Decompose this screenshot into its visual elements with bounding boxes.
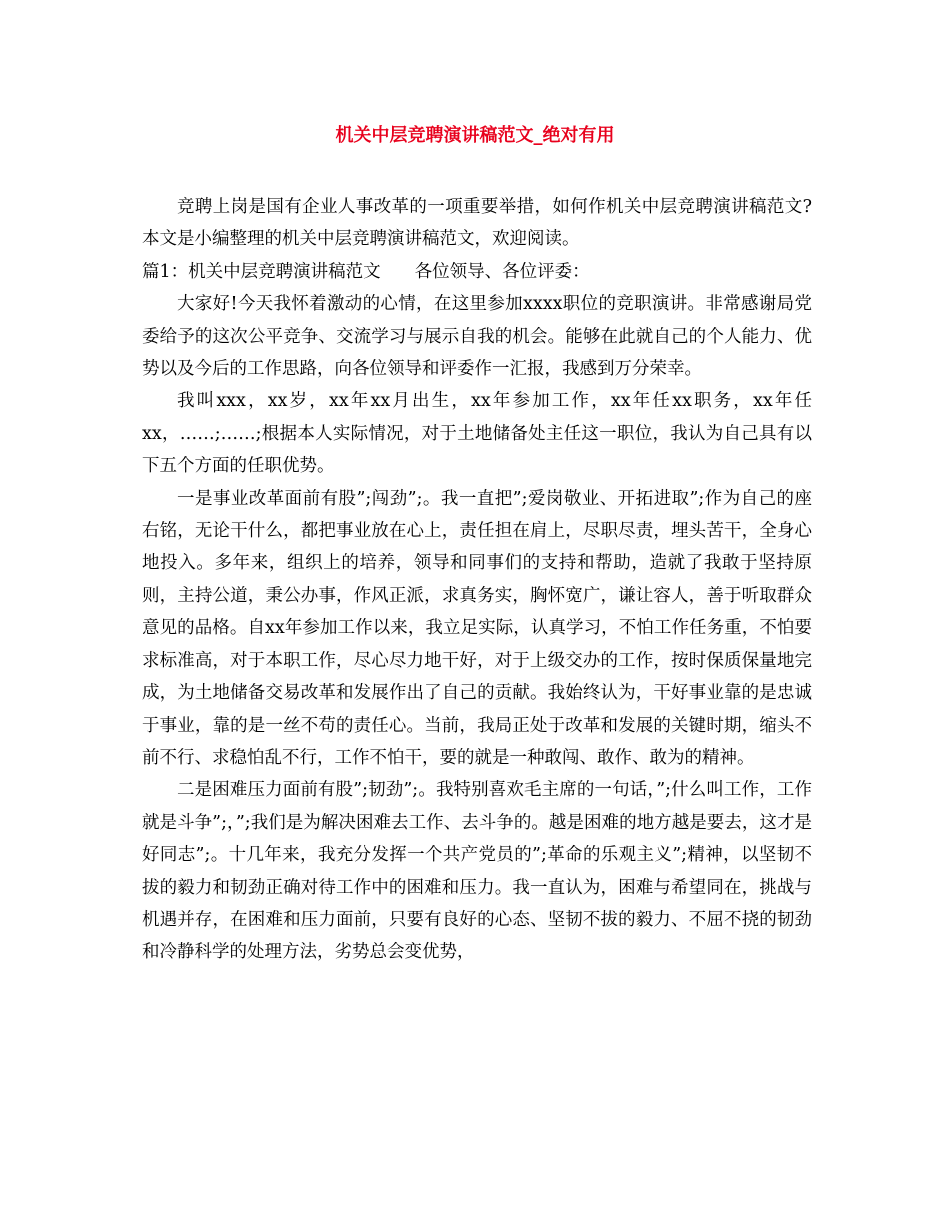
body-paragraph-2: 我叫xxx，xx岁，xx年xx月出生，xx年参加工作，xx年任xx职务，xx年任xx，……;……;根据本人实际情况，对于土地储备处主任这一职位，我认为自己具有以下五个方面的任职优势。 — [142, 391, 812, 477]
body-paragraph-1: 大家好!今天我怀着激动的心情，在这里参加xxxx职位的竞职演讲。非常感谢局党委给予的这次公平竞争、交流学习与展示自我的机会。能够在此就自己的个人能力、优势以及今后的工作思路，向各位领导和评委作一汇报，我感到万分荣幸。 — [142, 294, 812, 380]
intro-paragraph: 竞聘上岗是国有企业人事改革的一项重要举措，如何作机关中层竞聘演讲稿范文?本文是小编整理的机关中层竞聘演讲稿范文，欢迎阅读。 — [142, 197, 812, 250]
body-paragraph-3: 一是事业改革面前有股”;闯劲”;。我一直把”;爱岗敬业、开拓进取”;作为自己的座右铭，无论干什么，都把事业放在心上，责任担在肩上，尽职尽责，埋头苦干，全身心地投入。多年来，组织上的培养，领导和同事们的支持和帮助，造就了我敢于坚持原则，主持公道，秉公办事，作风正派，求真务实，胸怀宽广，谦让容人，善于听取群众意见的品格。自xx年参加工作以来，我立足实际，认真学习，不怕工作任务重，不怕要求标准高，对于本职工作，尽心尽力地干好，对于上级交办的工作，按时保质保量地完成，为土地储备交易改革和发展作出了自己的贡献。我始终认为，干好事业靠的是忠诚于事业，靠的是一丝不苟的责任心。当前，我局正处于改革和发展的关键时期，缩头不前不行、求稳怕乱不行，工作不怕干，要的就是一种敢闯、敢作、敢为的精神。 — [142, 488, 812, 768]
document-body — [142, 191, 812, 969]
document-title: 机关中层竞聘演讲稿范文_绝对有用 — [335, 125, 615, 146]
section-heading-line — [142, 256, 812, 288]
body-paragraph-4: 二是困难压力面前有股”;韧劲”;。我特别喜欢毛主席的一句话，”;什么叫工作，工作就是斗争”;，”;我们是为解决困难去工作、去斗争的。越是困难的地方越是要去，这才是好同志”;。十几年来，我充分发挥一个共产党员的”;革命的乐观主义”;精神，以坚韧不拔的毅力和韧劲正确对待工作中的困难和压力。我一直认为，困难与希望同在，挑战与机遇并存，在困难和压力面前，只要有良好的心态、坚韧不拔的毅力、不屈不挠的韧劲和冷静科学的处理方法，劣势总会变优势， — [142, 780, 812, 963]
section-heading: 篇1：机关中层竞聘演讲稿范文 — [142, 261, 381, 282]
salutation: 各位领导、各位评委： — [414, 261, 590, 282]
